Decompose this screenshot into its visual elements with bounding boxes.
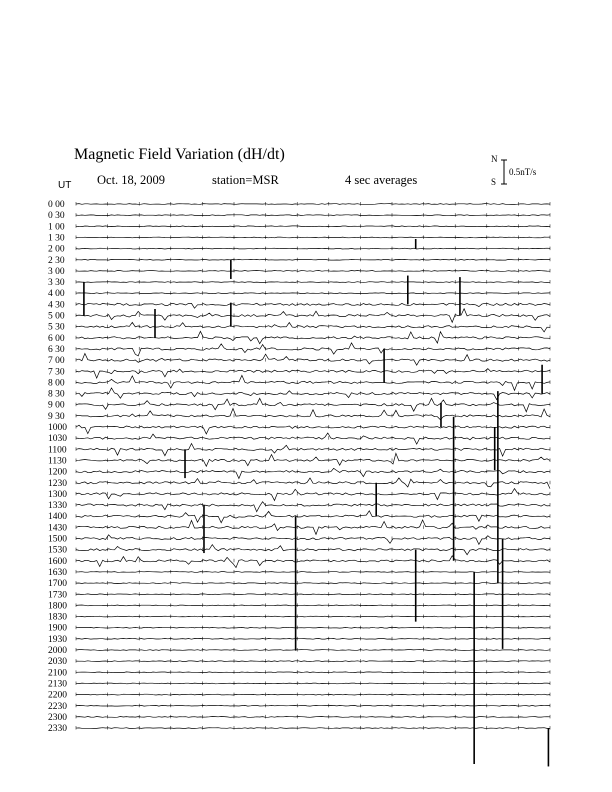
scale-north-label: N: [491, 154, 498, 164]
trace-line: [76, 248, 550, 249]
trace-line: [76, 705, 550, 706]
trace-line: [76, 627, 550, 628]
trace-line: [76, 489, 550, 501]
chart-station: station=MSR: [212, 173, 279, 187]
trace-line: [76, 502, 550, 512]
trace-line: [76, 594, 550, 595]
row-label: 1300: [48, 489, 67, 500]
row-label: 4 30: [48, 300, 65, 311]
trace-line: [76, 303, 550, 308]
chart-date: Oct. 18, 2009: [97, 173, 166, 187]
row-label: 1230: [48, 478, 67, 489]
chart-averaging: 4 sec averages: [345, 173, 418, 187]
row-label: 1 30: [48, 233, 65, 244]
row-label: 1430: [48, 523, 67, 534]
row-label: 0 00: [48, 200, 65, 210]
row-label: 5 30: [48, 322, 65, 333]
row-label: 5 00: [48, 311, 65, 322]
row-label: 3 30: [48, 278, 65, 289]
trace-line: [76, 293, 550, 294]
trace-line: [76, 717, 550, 718]
trace-line: [76, 453, 550, 466]
trace-line: [76, 535, 550, 545]
row-label: 1530: [48, 545, 67, 556]
trace-line: [76, 237, 550, 238]
row-label: 1130: [48, 456, 67, 467]
trace-line: [76, 343, 550, 356]
row-label: 1400: [48, 512, 67, 523]
row-label: 2300: [48, 712, 67, 723]
trace-line: [76, 309, 550, 323]
trace-line: [76, 322, 550, 332]
row-label: 6 00: [48, 333, 65, 344]
trace-line: [76, 444, 550, 457]
row-label: 2030: [48, 657, 67, 668]
row-label: 1 00: [48, 222, 65, 233]
trace-line: [76, 468, 550, 478]
trace-line: [76, 433, 550, 444]
row-label: 2130: [48, 679, 67, 690]
row-label: 2000: [48, 646, 67, 656]
trace-line: [76, 388, 550, 400]
trace-line: [76, 572, 550, 573]
scale-south-label: S: [491, 177, 497, 187]
row-label: 2 30: [48, 255, 65, 266]
row-label: 2330: [48, 724, 67, 735]
row-label: 9 00: [48, 400, 65, 411]
row-label: 1930: [48, 634, 67, 645]
row-label: 9 30: [48, 411, 65, 422]
trace-line: [76, 259, 550, 260]
trace-line: [76, 520, 550, 534]
trace-line: [76, 282, 550, 283]
row-label: 1700: [48, 579, 67, 590]
trace-line: [76, 375, 550, 390]
scale-value-label: 0.5nT/s: [509, 167, 537, 177]
row-label: 1100: [48, 445, 67, 456]
row-label: 6 30: [48, 344, 65, 355]
trace-line: [76, 683, 550, 684]
trace-line: [76, 605, 550, 606]
trace-line: [76, 204, 550, 205]
trace-line: [76, 728, 550, 729]
trace-line: [76, 215, 550, 216]
row-label: 0 30: [48, 211, 65, 222]
row-label: 2 00: [48, 244, 65, 255]
chart-title: Magnetic Field Variation (dH/dt): [74, 146, 285, 163]
spike-layer: [84, 239, 549, 766]
trace-line: [76, 511, 550, 523]
trace-line: [76, 650, 550, 651]
trace-line: [76, 369, 550, 379]
trace-line: [76, 661, 550, 662]
trace-line: [76, 226, 550, 227]
row-label: 7 30: [48, 367, 65, 378]
trace-line: [76, 545, 550, 555]
trace-line: [76, 616, 550, 617]
trace-line: [76, 639, 550, 640]
row-label: 8 00: [48, 378, 65, 389]
trace-line: [76, 409, 550, 420]
trace-line: [76, 331, 550, 343]
row-label: 1330: [48, 501, 67, 512]
trace-line: [76, 478, 550, 489]
y-axis-label: UT: [58, 180, 72, 191]
row-label: 3 00: [48, 266, 65, 277]
row-label: 2100: [48, 668, 67, 679]
row-label: 1000: [48, 423, 67, 433]
row-label: 1200: [48, 467, 67, 478]
row-label: 1900: [48, 623, 67, 634]
row-label: 8 30: [48, 389, 65, 400]
trace-line: [76, 583, 550, 584]
row-label: 1600: [48, 556, 67, 567]
row-label: 2230: [48, 701, 67, 712]
row-label: 1500: [48, 534, 67, 545]
scale-bar: [501, 160, 507, 184]
trace-line: [76, 556, 550, 568]
row-label: 2200: [48, 690, 67, 701]
trace-line: [76, 354, 550, 366]
row-label: 1800: [48, 601, 67, 612]
row-label: 1830: [48, 612, 67, 623]
row-label: 1730: [48, 590, 67, 601]
trace-line: [76, 694, 550, 695]
trace-line: [76, 425, 550, 434]
trace-line: [76, 672, 550, 673]
row-label: 7 00: [48, 356, 65, 367]
trace-line: [76, 271, 550, 272]
row-label: 1030: [48, 434, 67, 445]
row-label: 1630: [48, 567, 67, 578]
row-label: 4 00: [48, 289, 65, 300]
